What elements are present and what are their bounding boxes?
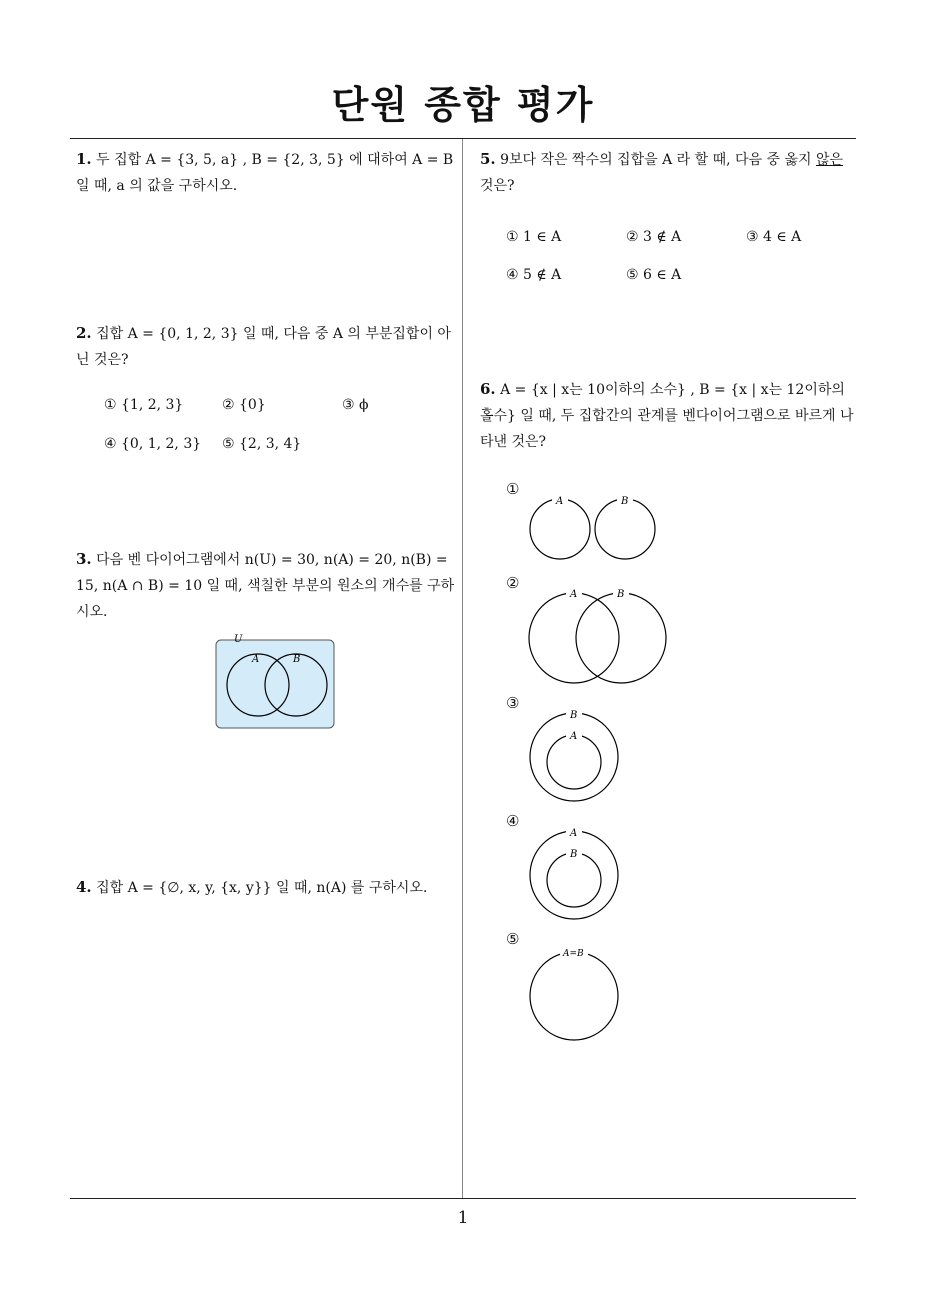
question-text: 두 집합 A = {3, 5, a} , B = {2, 3, 5} 에 대하여 A = B 일 때, a 의 값을 구하시오. [76, 152, 454, 194]
page-title: 단원 종합 평가 [331, 83, 595, 127]
venn-option-3[interactable] [524, 706, 624, 806]
question-text-part: 것은? [480, 178, 515, 194]
page-number: 1 [457, 1208, 469, 1228]
venn-label-outer: A [570, 828, 578, 839]
question-text: 다음 벤 다이어그램에서 n(U) = 30, n(A) = 20, n(B) = 15, n(A ∩ B) = 10 일 때, 색칠한 부분의 원소의 개수를 구하시오. [76, 552, 455, 620]
question-4 [76, 874, 456, 901]
venn-label-ab: A=B [563, 949, 584, 959]
column-divider [462, 139, 463, 1198]
question-5 [480, 146, 856, 199]
answer-option[interactable]: ② {0} [222, 397, 266, 413]
question-3 [76, 546, 456, 625]
question-text: 집합 A = {0, 1, 2, 3} 일 때, 다음 중 A 의 부분집합이 아닌 것은? [76, 326, 451, 368]
venn-circle-ab [530, 952, 618, 1040]
answer-option[interactable]: ② 3 ∉ A [626, 229, 682, 245]
venn-label-inner: A [570, 731, 578, 742]
venn-diagram-q3 [212, 632, 340, 732]
option-marker[interactable]: ⑤ [506, 930, 520, 948]
venn-circle-outer [530, 713, 618, 801]
option-marker[interactable]: ③ [506, 694, 520, 712]
question-number: 4. [76, 878, 92, 896]
venn-circle-b [595, 499, 655, 559]
venn-label-inner: B [570, 849, 578, 860]
question-number: 3. [76, 550, 92, 568]
venn-universe-box [216, 640, 334, 728]
option-marker[interactable]: ② [506, 574, 520, 592]
venn-label-b: B [621, 496, 629, 507]
question-number: 5. [480, 150, 496, 168]
venn-label-a: A [252, 654, 260, 665]
answer-option[interactable]: ⑤ 6 ∈ A [626, 267, 682, 283]
question-6 [480, 376, 856, 455]
venn-circle-b [576, 593, 666, 683]
answer-option[interactable]: ① 1 ∈ A [506, 229, 562, 245]
question-number: 1. [76, 150, 92, 168]
venn-universe-label: U [234, 634, 243, 645]
question-1 [76, 146, 456, 199]
answer-option[interactable]: ④ {0, 1, 2, 3} [104, 436, 202, 452]
question-text-part: 9보다 작은 짝수의 집합을 A 라 할 때, 다음 중 옳지 [500, 152, 816, 168]
venn-circle-outer [530, 831, 618, 919]
venn-option-1[interactable] [524, 492, 664, 564]
venn-option-5[interactable] [524, 944, 624, 1044]
venn-option-4[interactable] [524, 824, 624, 924]
venn-label-b: B [617, 589, 625, 600]
venn-label-outer: B [570, 710, 578, 721]
venn-label-a: A [556, 496, 564, 507]
bottom-rule [70, 1198, 856, 1199]
venn-circle-a [530, 499, 590, 559]
option-marker[interactable]: ④ [506, 812, 520, 830]
venn-label-b: B [293, 654, 301, 665]
answer-option[interactable]: ① {1, 2, 3} [104, 397, 184, 413]
question-text: A = {x | x는 10이하의 소수} , B = {x | x는 12이하의 홀수} 일 때, 두 집합간의 관계를 벤다이어그램으로 바르게 나타낸 것은? [480, 382, 854, 450]
venn-label-a: A [570, 589, 578, 600]
option-marker[interactable]: ① [506, 480, 520, 498]
answer-option[interactable]: ③ ϕ [342, 397, 369, 413]
top-rule [70, 138, 856, 139]
answer-option[interactable]: ④ 5 ∉ A [506, 267, 562, 283]
underlined-word: 않은 [815, 152, 844, 168]
question-number: 2. [76, 324, 92, 342]
answer-option[interactable]: ③ 4 ∈ A [746, 229, 802, 245]
question-text: 집합 A = {∅, x, y, {x, y}} 일 때, n(A) 를 구하시오. [96, 880, 428, 896]
question-2 [76, 320, 456, 373]
answer-option[interactable]: ⑤ {2, 3, 4} [222, 436, 302, 452]
venn-option-2[interactable] [524, 586, 674, 688]
venn-circle-a [529, 593, 619, 683]
venn-circle-inner [547, 735, 601, 789]
question-number: 6. [480, 380, 496, 398]
venn-circle-inner [547, 853, 601, 907]
